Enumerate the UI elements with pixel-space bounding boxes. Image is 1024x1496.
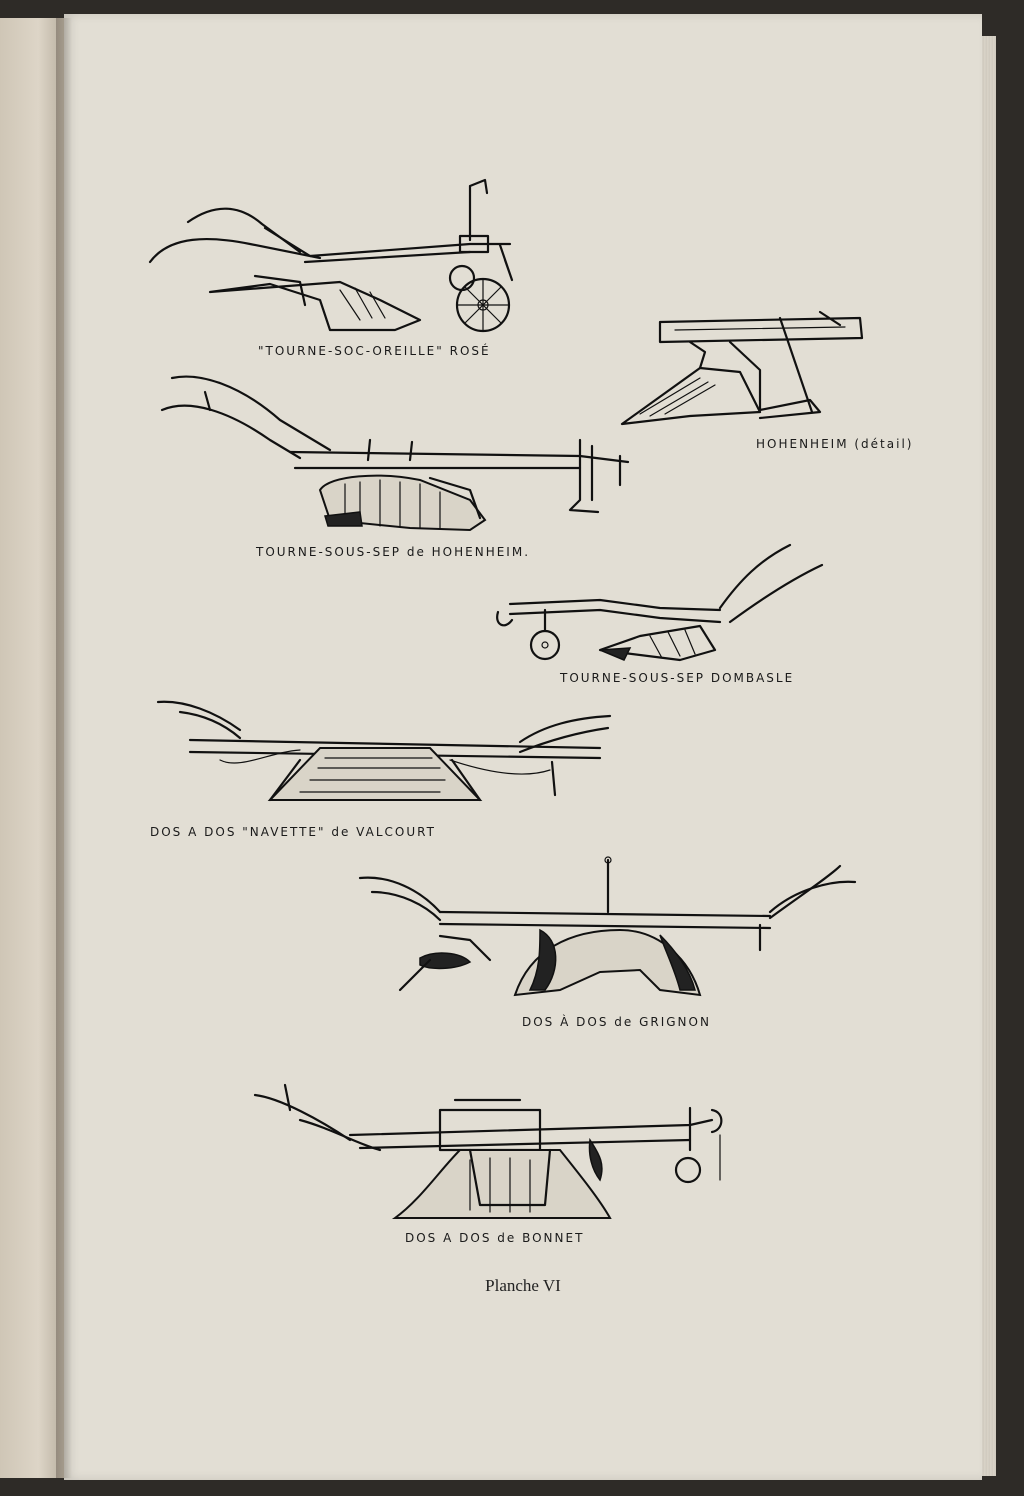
plow-illustration-rose xyxy=(150,180,512,358)
plow-illustration-grignon xyxy=(360,857,855,1029)
item-label: DOS A DOS de BONNET xyxy=(405,1231,585,1245)
plow-illustration-dombasle xyxy=(497,545,822,685)
item-label: "TOURNE-SOC-OREILLE" ROSÉ xyxy=(258,344,491,358)
plate-title: Planche VI xyxy=(485,1276,561,1295)
plow-illustration-valcourt xyxy=(150,702,610,839)
item-label: HOHENHEIM (détail) xyxy=(756,437,914,451)
item-label: DOS À DOS de GRIGNON xyxy=(522,1015,711,1029)
plow-illustration-hohenheim xyxy=(162,377,628,559)
plow-illustration-bonnet xyxy=(255,1085,721,1245)
item-label: TOURNE-SOUS-SEP de HOHENHEIM. xyxy=(256,545,531,559)
item-label: TOURNE-SOUS-SEP DOMBASLE xyxy=(560,671,795,685)
plow-illustration-hohenheim-detail xyxy=(622,312,913,451)
item-label: DOS A DOS "NAVETTE" de VALCOURT xyxy=(150,825,436,839)
